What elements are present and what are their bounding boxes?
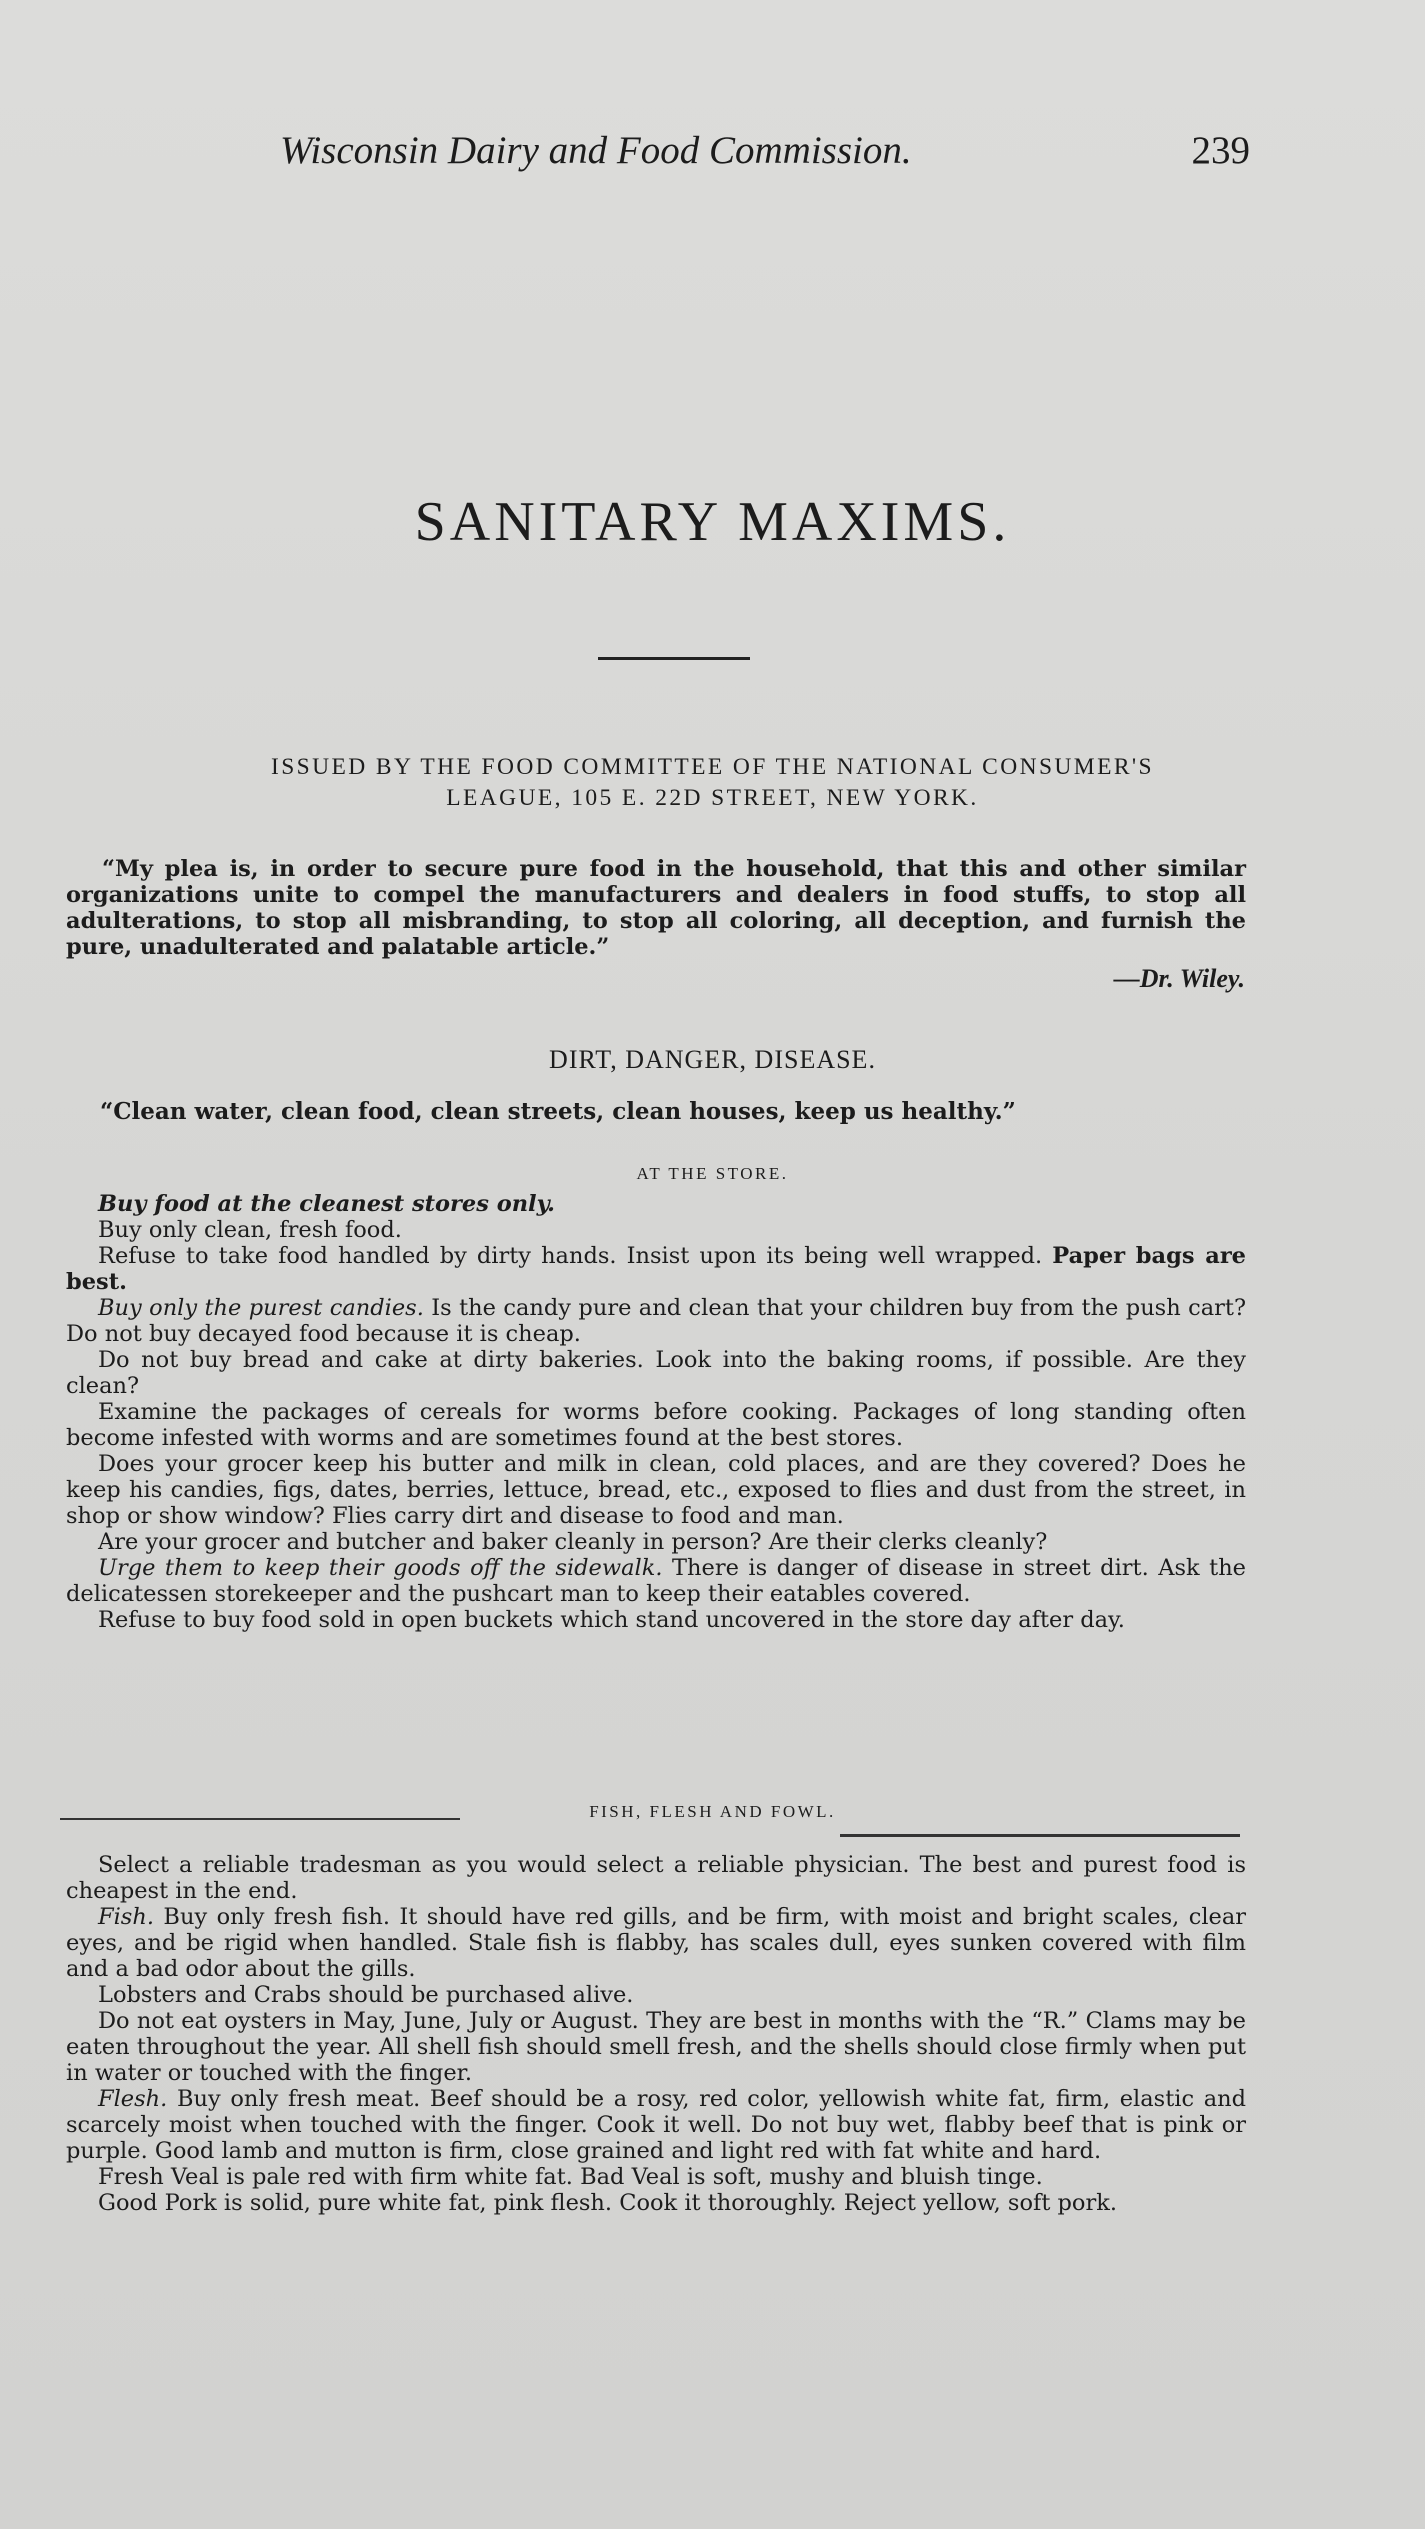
paragraph-text: Buy only fresh fish. It should have red gills, and be firm, with moist and bright scales, clear eyes, and be rigid when handled. Stale fish is flabby, has scales dull, eyes sunken covered with film and a bad odor about the gills. bbox=[66, 1904, 1247, 1982]
title-divider bbox=[598, 657, 750, 660]
running-title: Wisconsin Dairy and Food Commission. bbox=[280, 129, 912, 172]
paragraph: Select a reliable tradesman as you would select a reliable physician. The best and purest food is cheapest in the end. bbox=[66, 1852, 1246, 1904]
paragraph: Fresh Veal is pale red with firm white fat. Bad Veal is soft, mushy and bluish tinge. bbox=[98, 2164, 1043, 2190]
bold-text: Paper bags are best. bbox=[66, 1243, 1246, 1295]
page-title: SANITARY MAXIMS. bbox=[414, 491, 1011, 553]
italic-lead: Fish. bbox=[98, 1904, 154, 1930]
wiley-quote bbox=[66, 856, 1246, 960]
paragraph: Lobsters and Crabs should be purchased alive. bbox=[98, 1982, 634, 2008]
quote-attribution: —Dr. Wiley. bbox=[1113, 964, 1245, 993]
paragraph-text: There is danger of disease in street dirt. Ask the delicatessen storekeeper and the pushcart man to keep their eatables covered. bbox=[66, 1555, 1246, 1607]
italic-lead: Buy only the purest candies. bbox=[98, 1295, 424, 1321]
paragraph: Do not buy bread and cake at dirty bakeries. Look into the baking rooms, if possible. Are they clean? bbox=[66, 1347, 1246, 1399]
fish-flesh-fowl-heading: FISH, FLESH AND FOWL. bbox=[589, 1802, 836, 1821]
paragraph bbox=[66, 1295, 1246, 1347]
at-the-store-section bbox=[66, 1191, 1246, 1633]
paragraph bbox=[66, 1243, 1246, 1295]
paragraph: Examine the packages of cereals for worms before cooking. Packages of long standing often become infested with worms and are sometimes found at the best stores. bbox=[66, 1399, 1246, 1451]
at-the-store-heading: AT THE STORE. bbox=[636, 1164, 789, 1183]
paragraph bbox=[66, 1191, 1246, 1217]
issued-line-1: ISSUED BY THE FOOD COMMITTEE OF THE NATIONAL CONSUMER'S bbox=[270, 754, 1155, 780]
paragraph: Buy only clean, fresh food. bbox=[98, 1217, 402, 1243]
paragraph: Are your grocer and butcher and baker cleanly in person? Are their clerks cleanly? bbox=[98, 1529, 1048, 1555]
fish-flesh-fowl-section bbox=[66, 1852, 1246, 2216]
paragraph-text: Buy only fresh meat. Beef should be a rosy, red color, yellowish white fat, firm, elastic and scarcely moist when touched with the finger. Cook it well. Do not buy wet, flabby beef that is pink or purple. Good lamb and mutton is firm, close grained and light red with fat white and hard. bbox=[66, 2086, 1247, 2164]
page-number: 239 bbox=[1191, 129, 1250, 172]
paragraph: Refuse to buy food sold in open buckets which stand uncovered in the store day after day. bbox=[98, 1607, 1125, 1633]
section-rule-right bbox=[840, 1834, 1240, 1837]
quote-text: “My plea is, in order to secure pure food in the household, that this and other similar organizations unite to compel the manufacturers and dealers in food stuffs, to stop all adulterations, to stop all misbranding, to stop all coloring, all deception, and furnish the pure, unadulterated and palatable article.” bbox=[66, 856, 1246, 960]
issued-line-2: LEAGUE, 105 E. 22D STREET, NEW YORK. bbox=[446, 785, 979, 811]
issued-by-notice bbox=[60, 752, 1365, 814]
italic-lead: Urge them to keep their goods off the sidewalk. bbox=[98, 1555, 663, 1581]
paragraph-text: Is the candy pure and clean that your children buy from the push cart? Do not buy decayed food because it is cheap. bbox=[66, 1295, 1247, 1347]
paragraph bbox=[66, 2086, 1246, 2164]
section-heading: DIRT, DANGER, DISEASE. bbox=[549, 1045, 876, 1074]
paragraph: Good Pork is solid, pure white fat, pink flesh. Cook it thoroughly. Reject yellow, soft pork. bbox=[98, 2190, 1118, 2216]
motto: “Clean water, clean food, clean streets, clean houses, keep us healthy.” bbox=[100, 1098, 1016, 1125]
paragraph bbox=[66, 1555, 1246, 1607]
paragraph: Does your grocer keep his butter and milk in clean, cold places, and are they covered? Does he keep his candies, figs, dates, berries, lettuce, bread, etc., exposed to flies and dust from the street, in shop or show window? Flies carry dirt and disease to food and man. bbox=[66, 1451, 1246, 1529]
paragraph bbox=[66, 1904, 1246, 1982]
paragraph: Do not eat oysters in May, June, July or August. They are best in months with the “R.” Clams may be eaten throughout the year. All shell fish should smell fresh, and the shells should close firmly when put in water or touched with the finger. bbox=[66, 2008, 1246, 2086]
paragraph-text: Refuse to take food handled by dirty hands. Insist upon its being well wrapped. bbox=[98, 1243, 1043, 1269]
italic-lead: Flesh. bbox=[98, 2086, 168, 2112]
italic-lead: Buy food at the cleanest stores only. bbox=[98, 1191, 555, 1217]
